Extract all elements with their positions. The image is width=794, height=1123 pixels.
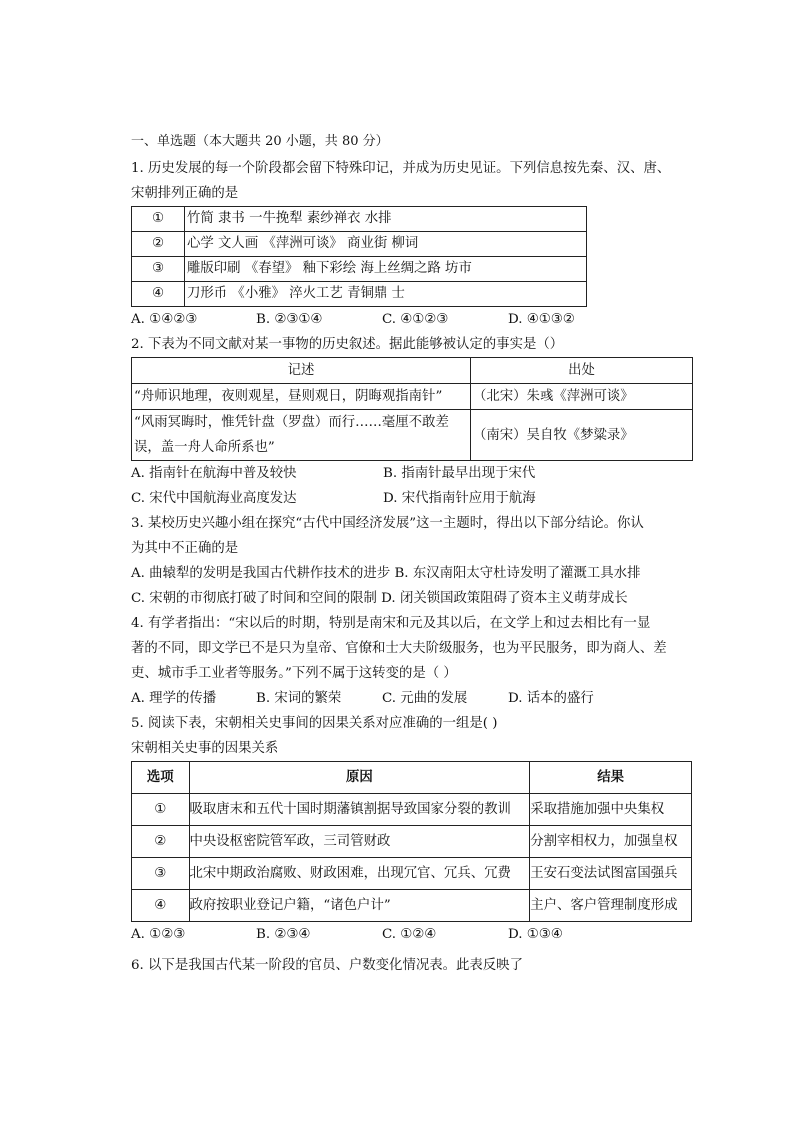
table-header: 选项 (132, 762, 190, 794)
table-row (132, 207, 587, 232)
question-stem: 4. 有学者指出：“宋以后的时期，特别是南宋和元及其以后，在文学上和过去相比有一显 (131, 616, 651, 631)
table-header: 原因 (189, 762, 530, 794)
options (131, 307, 697, 332)
table-cell: 竹简 隶书 一牛挽犁 素纱禅衣 水排 (185, 207, 587, 232)
table-row (132, 257, 587, 282)
cell-line: “风雨冥晦时，惟凭针盘（罗盘）而行……毫厘不敢差 (134, 415, 449, 430)
table-cell: （南宋）吴自牧《梦粱录》 (471, 410, 693, 461)
question-4 (131, 611, 697, 711)
option-line[interactable]: C. 宋朝的市彻底打破了时间和空间的限制 D. 闭关锁国政策阻碍了资本主义萌芽成长 (131, 591, 628, 606)
table-cell: “舟师识地理，夜则观星，昼则观日，阴晦观指南针” (132, 384, 471, 410)
exam-page (131, 130, 697, 978)
question-stem: 3. 某校历史兴趣小组在探究“古代中国经济发展”这一主题时，得出以下部分结论。你认 (131, 516, 644, 531)
option-c[interactable]: C. 元曲的发展 (382, 691, 468, 706)
option-d[interactable]: D. 宋代指南针应用于航海 (383, 491, 536, 506)
table-cell: 雕版印刷 《春望》 釉下彩绘 海上丝绸之路 坊市 (185, 257, 587, 282)
question-1 (131, 156, 697, 332)
option-a[interactable]: A. ①④②③ (131, 312, 198, 327)
table-cell: 分割宰相权力，加强皇权 (530, 826, 692, 858)
options (131, 922, 697, 947)
table-cell (132, 410, 471, 461)
table-cell: 心学 文人画 《萍洲可谈》 商业街 柳词 (185, 232, 587, 257)
table-header: 记述 (132, 358, 471, 384)
question-stem: 6. 以下是我国古代某一阶段的官员、户数变化情况表。此表反映了 (131, 958, 523, 973)
question-stem: 宋朝排列正确的是 (131, 186, 239, 201)
option-d[interactable]: D. 话本的盛行 (508, 691, 594, 706)
cell-line: 误，盖一舟人命所系也” (134, 440, 275, 455)
table-row (132, 762, 692, 794)
table-cell: 北宋中期政治腐败、财政困难，出现冗官、冗兵、冗费 (189, 858, 530, 890)
option-c[interactable]: C. 宋代中国航海业高度发达 (131, 491, 297, 506)
option-line[interactable]: A. 曲辕犁的发明是我国古代耕作技术的进步 B. 东汉南阳太守杜诗发明了灌溉工具水排 (131, 566, 641, 581)
table-row (132, 858, 692, 890)
table-row (132, 826, 692, 858)
option-c[interactable]: C. ①②④ (382, 927, 437, 942)
table-cell: 刀形币 《小雅》 淬火工艺 青铜鼎 士 (185, 282, 587, 307)
table-cell: ③ (132, 257, 185, 282)
question-stem: 5. 阅读下表，宋朝相关史事间的因果关系对应准确的一组是( ) (131, 716, 498, 731)
table-cell: 政府按职业登记户籍，“诸色户计” (189, 890, 530, 922)
question-2 (131, 332, 697, 511)
q1-table (131, 206, 587, 307)
option-a[interactable]: A. ①②③ (131, 927, 186, 942)
table-cell: 中央设枢密院管军政，三司管财政 (189, 826, 530, 858)
option-b[interactable]: B. 宋词的繁荣 (256, 691, 342, 706)
table-row (132, 232, 587, 257)
option-a[interactable]: A. 理学的传播 (131, 691, 217, 706)
table-row (132, 890, 692, 922)
table-cell: ② (132, 826, 190, 858)
options (131, 486, 697, 511)
table-row (132, 282, 587, 307)
option-b[interactable]: B. ②③④ (256, 927, 311, 942)
option-d[interactable]: D. ①③④ (508, 927, 563, 942)
question-5 (131, 711, 697, 947)
table-cell: 吸取唐末和五代十国时期藩镇割据导致国家分裂的教训 (189, 794, 530, 826)
option-b[interactable]: B. ②③①④ (256, 312, 323, 327)
table-cell: 主户、客户管理制度形成 (530, 890, 692, 922)
question-stem: 吏、城市手工业者等服务。”下列不属于这转变的是（ ） (131, 666, 457, 681)
option-d[interactable]: D. ④①③② (508, 312, 575, 327)
table-cell: ④ (132, 282, 185, 307)
table-header: 出处 (471, 358, 693, 384)
q5-table (131, 761, 692, 922)
question-stem: 为其中不正确的是 (131, 541, 239, 556)
question-stem: 1. 历史发展的每一个阶段都会留下特殊印记，并成为历史见证。下列信息按先秦、汉、唐、 (131, 161, 671, 176)
table-row (132, 794, 692, 826)
question-6 (131, 953, 697, 978)
table-cell: ③ (132, 858, 190, 890)
option-b[interactable]: B. 指南针最早出现于宋代 (383, 466, 536, 481)
table-row (132, 410, 693, 461)
table-header: 结果 (530, 762, 692, 794)
table-cell: 王安石变法试图富国强兵 (530, 858, 692, 890)
table-cell: 采取措施加强中央集权 (530, 794, 692, 826)
option-c[interactable]: C. ④①②③ (382, 312, 449, 327)
section-title: 一、单选题（本大题共 20 小题，共 80 分） (131, 134, 389, 149)
question-3 (131, 511, 697, 611)
table-cell: （北宋）朱彧《萍洲可谈》 (471, 384, 693, 410)
table-title: 宋朝相关史事的因果关系 (131, 741, 279, 756)
table-cell: ① (132, 207, 185, 232)
q2-table (131, 357, 693, 461)
table-cell: ① (132, 794, 190, 826)
question-stem: 著的不同，即文学已不是只为皇帝、官僚和士大夫阶级服务，也为平民服务，即为商人、差 (131, 641, 667, 656)
table-cell: ④ (132, 890, 190, 922)
table-row (132, 358, 693, 384)
option-a[interactable]: A. 指南针在航海中普及较快 (131, 466, 297, 481)
options (131, 686, 697, 711)
question-stem: 2. 下表为不同文献对某一事物的历史叙述。据此能够被认定的事实是（） (131, 337, 564, 352)
options (131, 461, 697, 486)
table-cell: ② (132, 232, 185, 257)
table-row (132, 384, 693, 410)
